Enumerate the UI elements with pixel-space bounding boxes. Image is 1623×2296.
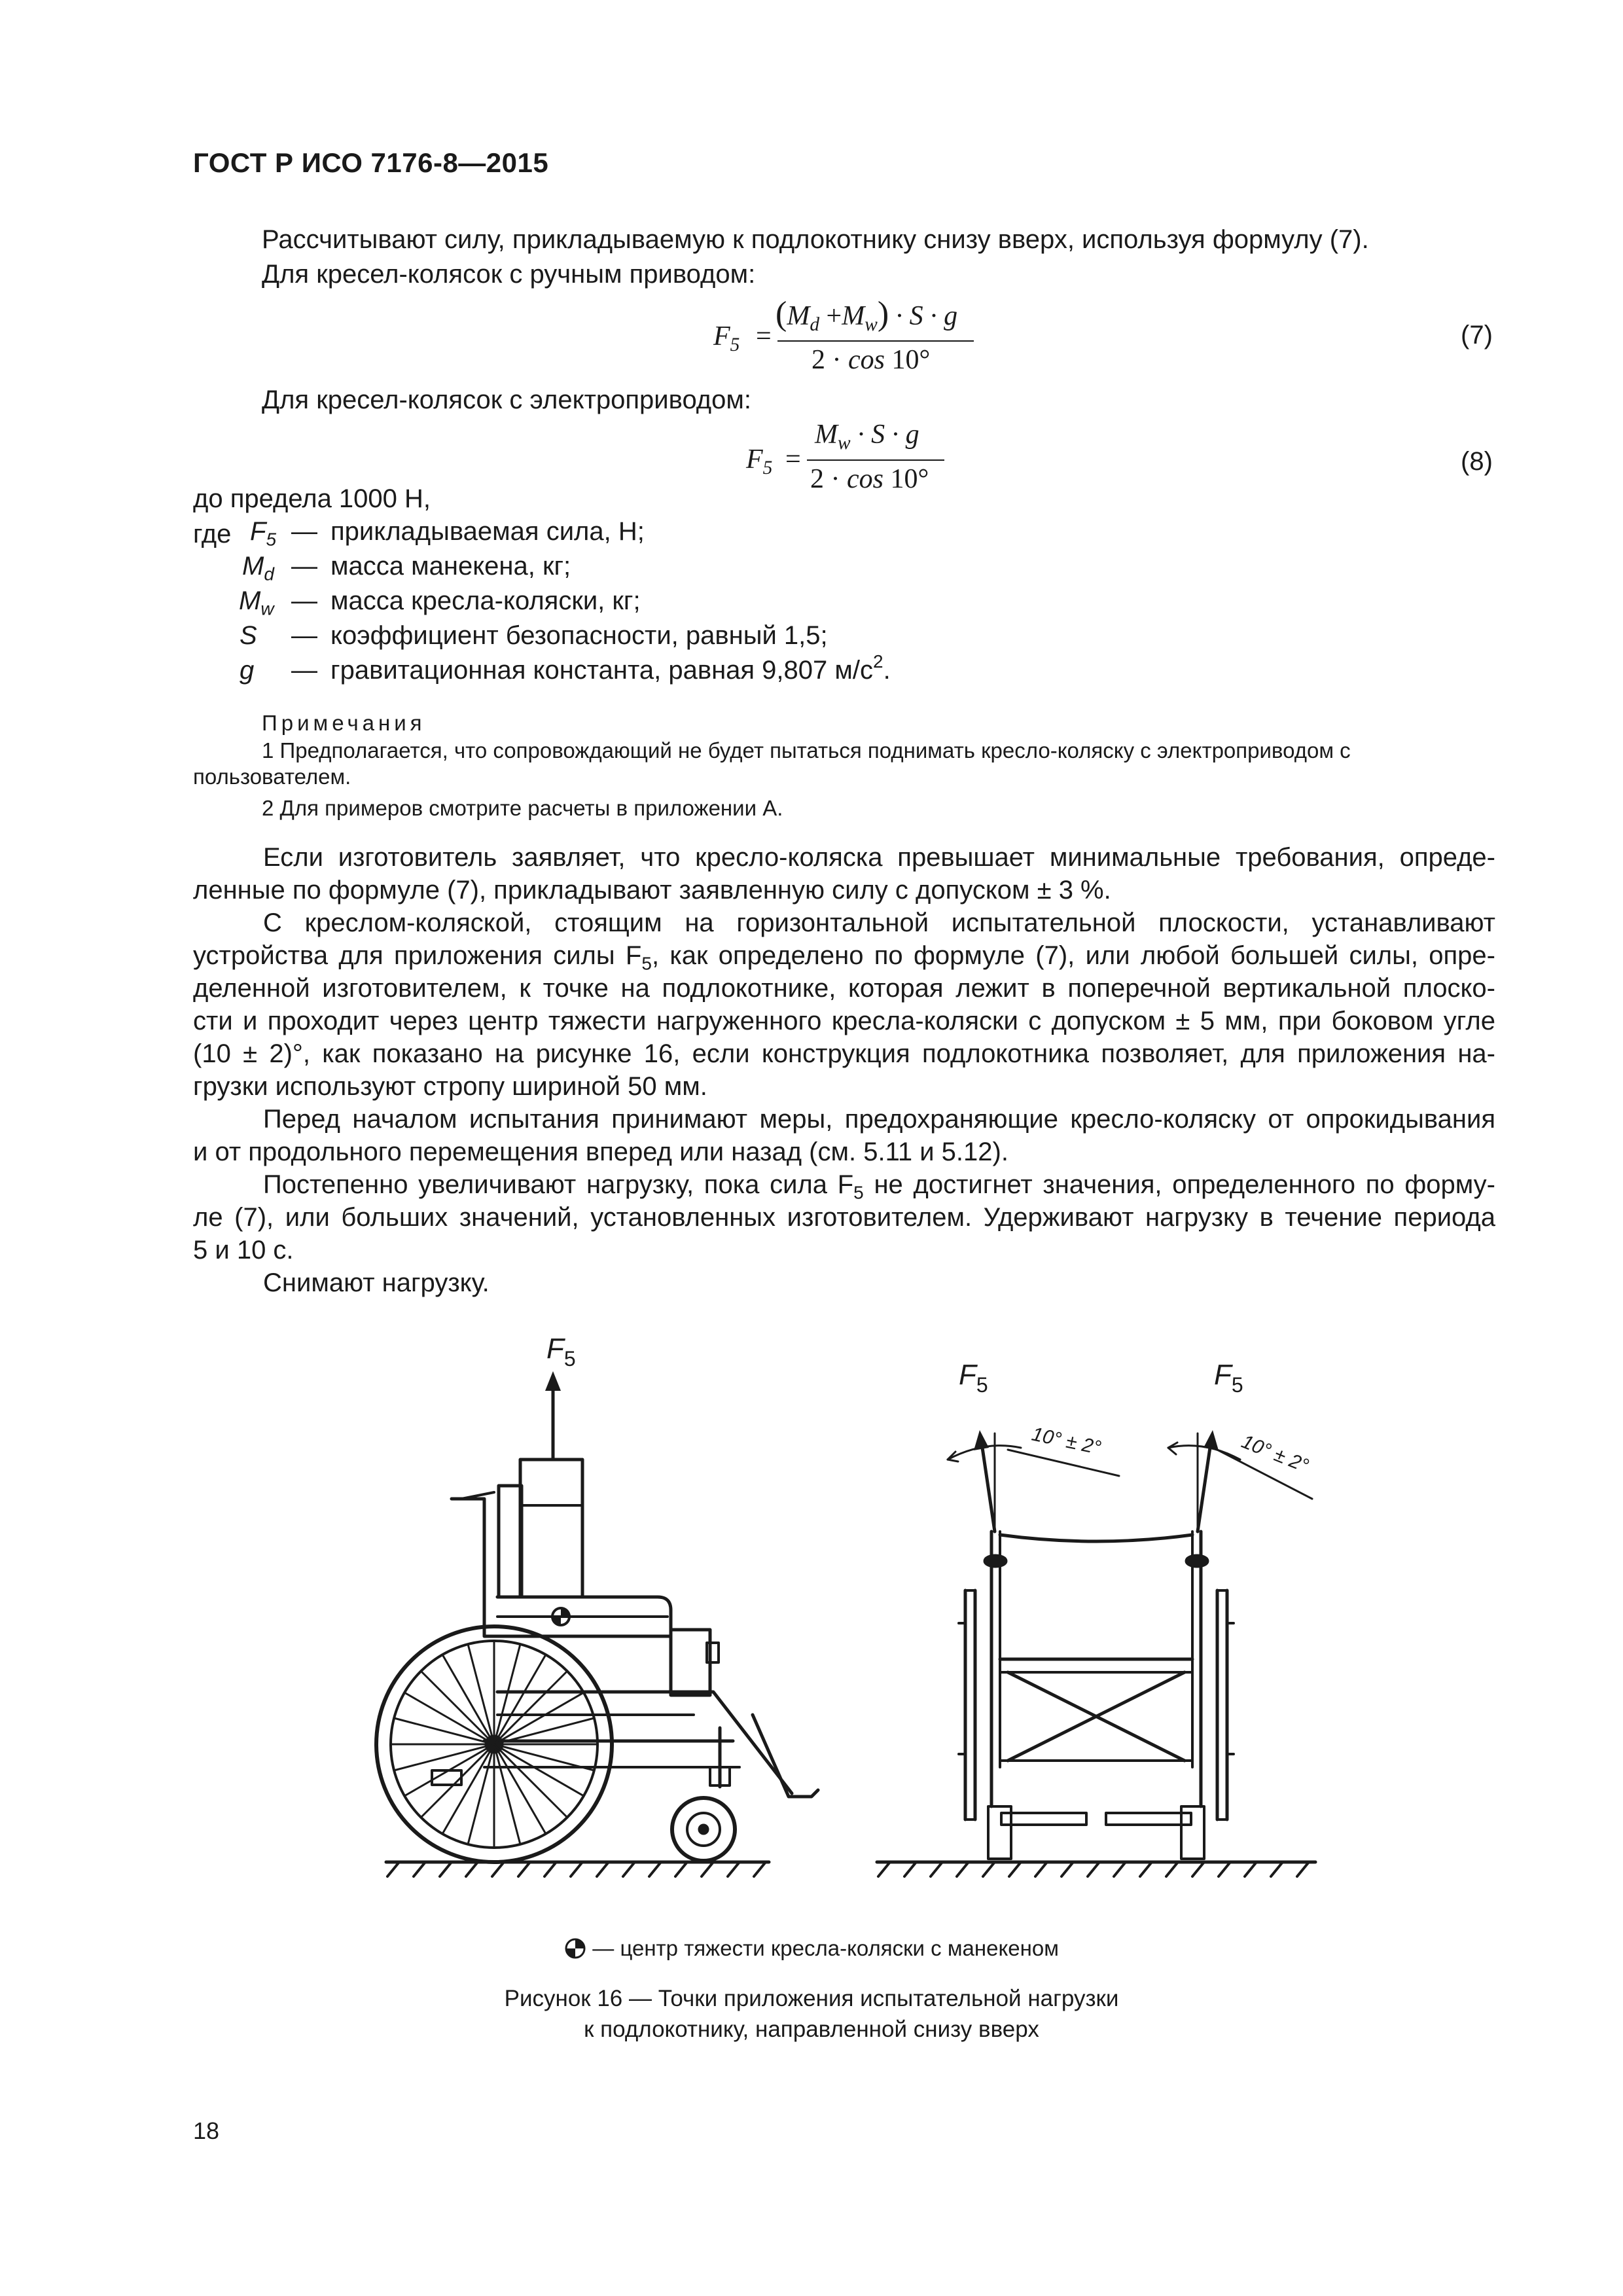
wheel-rear-left	[965, 1590, 975, 1820]
formula-8-lhs-sub: 5	[762, 457, 773, 478]
angle-label-right: 10° ± 2°	[1238, 1430, 1312, 1477]
wheelchair-side-view	[376, 1333, 818, 1876]
angle-leader-left	[1008, 1450, 1119, 1476]
paragraph-1-line-1: Если изготовитель заявляет, что кресло-коляска превышает минимальные требования, опреде-	[263, 843, 1495, 872]
figure-caption-line-2: к подлокотнику, направленной снизу вверх	[584, 2017, 1039, 2042]
paragraph-4-line-1-sub: 5	[853, 1182, 864, 1203]
paragraph-5-line-1: Снимают нагрузку.	[263, 1268, 490, 1297]
loading-device-side	[499, 1486, 522, 1597]
def-desc-md: масса манекена, кг;	[330, 552, 571, 581]
paragraph-2-line-2	[193, 939, 1495, 972]
formula-7-md: M	[787, 301, 810, 331]
intro-line-1: Рассчитывают силу, прикладываемую к подлокотнику снизу вверх, используя формулу (7).	[262, 225, 1369, 254]
formula-7-mw-sub: w	[865, 314, 878, 335]
formula-8-num-rest: · S · g	[857, 420, 919, 450]
document-header: ГОСТ Р ИСО 7176-8—2015	[193, 147, 549, 178]
formula-7-lhs: F	[713, 321, 730, 351]
formula-7-lhs-sub: 5	[730, 334, 740, 355]
def-dash: —	[291, 586, 317, 615]
wheel-rear-right	[1217, 1590, 1227, 1820]
paragraph-2-line-2-b: , как определено по формуле (7), или любой большей силы, опре-	[651, 941, 1495, 970]
formula-7-md-sub: d	[810, 314, 820, 335]
formula-7-den-two: 2 ·	[812, 345, 842, 375]
paragraph-2	[193, 906, 1495, 1103]
angle-label-left: 10° ± 2°	[1029, 1423, 1103, 1460]
footrest-left	[1001, 1813, 1086, 1825]
paragraph-4-line-1-a: Постепенно увеличивают нагрузку, пока сила F	[263, 1170, 854, 1199]
formula-7-num-rest: · S · g	[895, 301, 958, 331]
def-symbol-md-sub: d	[264, 564, 274, 584]
formula-7-plus: +	[826, 301, 842, 331]
armrest-clamp-left	[985, 1556, 1006, 1566]
formula-7-paren-open: (	[776, 295, 787, 332]
footrest-right	[1106, 1813, 1191, 1825]
formula-8-fraction-bar	[807, 459, 944, 461]
paragraph-1	[193, 841, 1495, 906]
paragraph-4-line-1	[193, 1168, 1495, 1201]
paragraph-4-line-3: 5 и 10 с.	[193, 1236, 294, 1265]
force-arrow-rear-right	[1198, 1443, 1211, 1532]
limit-text: до предела 1000 Н,	[193, 484, 431, 513]
force-arrowhead-side	[545, 1371, 561, 1391]
def-symbol-mw: M	[239, 586, 261, 615]
def-desc-g-end: .	[883, 656, 891, 685]
def-dash: —	[291, 552, 317, 581]
def-symbol-md: M	[242, 552, 264, 581]
paragraph-2-line-3: деленной изготовителем, к точке на подлокотнике, которая лежит в поперечной вертикальной плоско-	[193, 974, 1495, 1003]
formula-7-den-angle: 10°	[891, 345, 931, 375]
paragraph-5	[193, 1266, 1495, 1299]
page-number: 18	[193, 2117, 220, 2144]
figure-16-drawing	[0, 1309, 1623, 1931]
formula-7	[707, 295, 982, 380]
formula-8	[746, 419, 955, 504]
loading-device	[520, 1460, 582, 1597]
formula-7-numerator	[776, 295, 957, 333]
force-label-side: $F_5$	[546, 1333, 576, 1371]
intro-line-2: Для кресел-колясок с ручным приводом:	[262, 260, 756, 289]
legend-text: — центр тяжести кресла-коляски с манекеном	[592, 1936, 1059, 1960]
wheelchair-rear-view	[877, 1359, 1315, 1876]
formula-8-numerator	[815, 419, 919, 454]
def-desc-s: коэффициент безопасности, равный 1,5;	[330, 621, 828, 650]
force-arrow-rear-left	[982, 1443, 995, 1532]
rear-wheel-spokes	[391, 1641, 597, 1848]
formula-8-number: (8)	[1461, 447, 1493, 476]
formula-7-fraction-bar	[777, 340, 974, 342]
backrest-handle	[452, 1499, 497, 1636]
def-desc-mw: масса кресла-коляски, кг;	[330, 586, 641, 615]
formula-7-paren-close: )	[877, 295, 889, 332]
def-desc-f5: прикладываемая сила, Н;	[330, 517, 645, 546]
figure-caption	[0, 1983, 1623, 2045]
electric-intro: Для кресел-колясок с электроприводом:	[262, 386, 752, 414]
formula-7-den-cos: cos	[848, 345, 885, 375]
formula-8-den-cos: cos	[847, 464, 883, 494]
formula-8-mw-sub: w	[838, 432, 851, 454]
paragraph-2-line-1: С креслом-коляской, стоящим на горизонтальной испытательной плоскости, устанавливают	[263, 908, 1495, 937]
def-symbol-mw-sub: w	[260, 598, 274, 619]
paragraph-1-line-2: ленные по формуле (7), прикладывают заявленную силу с допуском ± 3 %.	[193, 876, 1111, 905]
paragraph-2-line-6: грузки используют стропу шириной 50 мм.	[193, 1072, 707, 1101]
ground-hatching-side	[387, 1862, 766, 1876]
def-dash: —	[291, 621, 317, 650]
formula-8-lhs: F	[746, 444, 763, 475]
formula-8-den-angle: 10°	[890, 464, 929, 494]
paragraph-3-line-2: и от продольного перемещения вперед или назад (см. 5.11 и 5.12).	[193, 1138, 1008, 1166]
paragraph-2-line-4: сти и проходит через центр тяжести нагруженного кресла-коляски с допуском ± 5 мм, при боковом угле	[193, 1007, 1495, 1035]
side-panel	[671, 1630, 710, 1695]
formula-8-den-two: 2 ·	[810, 464, 840, 494]
paragraph-3	[193, 1103, 1495, 1168]
formula-8-denominator	[810, 463, 929, 495]
formula-8-eq: =	[785, 444, 801, 475]
note-1-rest: пользователем.	[193, 764, 351, 789]
formula-7-denominator	[812, 344, 930, 376]
def-symbol-s: S	[240, 621, 257, 650]
force-label-rear-left: $F_5$	[959, 1359, 988, 1397]
force-label-rear-right: $F_5$	[1214, 1359, 1243, 1397]
formula-8-mw: M	[815, 420, 838, 450]
angle-arc-right	[1168, 1446, 1240, 1460]
def-symbol-f5-sub: 5	[266, 529, 277, 550]
def-dash: —	[291, 517, 317, 546]
paragraph-2-line-5: (10 ± 2)°, как показано на рисунке 16, если конструкция подлокотника позволяет, для приложения на-	[193, 1039, 1495, 1068]
def-desc-g: гравитационная константа, равная 9,807 м/с	[330, 656, 874, 685]
def-desc-g-sup: 2	[873, 651, 883, 672]
paragraph-4-line-1-b: не достигнет значения, определенного по форму-	[863, 1170, 1495, 1199]
formula-7-eq: =	[756, 321, 772, 351]
center-of-gravity-icon	[564, 1937, 586, 1960]
paragraph-4-line-2: ле (7), или больших значений, установленных изготовителем. Удерживают нагрузку в течение периода	[193, 1203, 1495, 1232]
paragraph-4	[193, 1168, 1495, 1266]
definitions-where: где	[193, 520, 232, 548]
paragraph-3-line-1: Перед началом испытания принимают меры, предохраняющие кресло-коляску от опрокидывания	[263, 1105, 1495, 1134]
figure-legend	[0, 1934, 1623, 1963]
def-dash: —	[291, 656, 317, 685]
paragraph-2-line-2-a: устройства для приложения силы F	[193, 941, 642, 970]
backrest-top	[1000, 1535, 1192, 1541]
formula-7-mw: M	[842, 301, 865, 331]
paragraph-2-line-2-sub: 5	[641, 953, 652, 974]
figure-caption-line-1: Рисунок 16 — Точки приложения испытательной нагрузки	[504, 1986, 1119, 2011]
formula-7-number: (7)	[1461, 321, 1493, 350]
def-symbol-f5: F	[250, 517, 266, 546]
notes-title: Примечания	[262, 711, 426, 735]
def-symbol-g: g	[240, 656, 255, 685]
ground-hatching-rear	[878, 1862, 1309, 1876]
armrest-clamp-right	[1186, 1556, 1207, 1566]
note-1-first-line: 1 Предполагается, что сопровождающий не будет пытаться поднимать кресло-коляску с электроприводом с	[262, 738, 1351, 762]
note-2: 2 Для примеров смотрите расчеты в приложении А.	[262, 796, 783, 820]
